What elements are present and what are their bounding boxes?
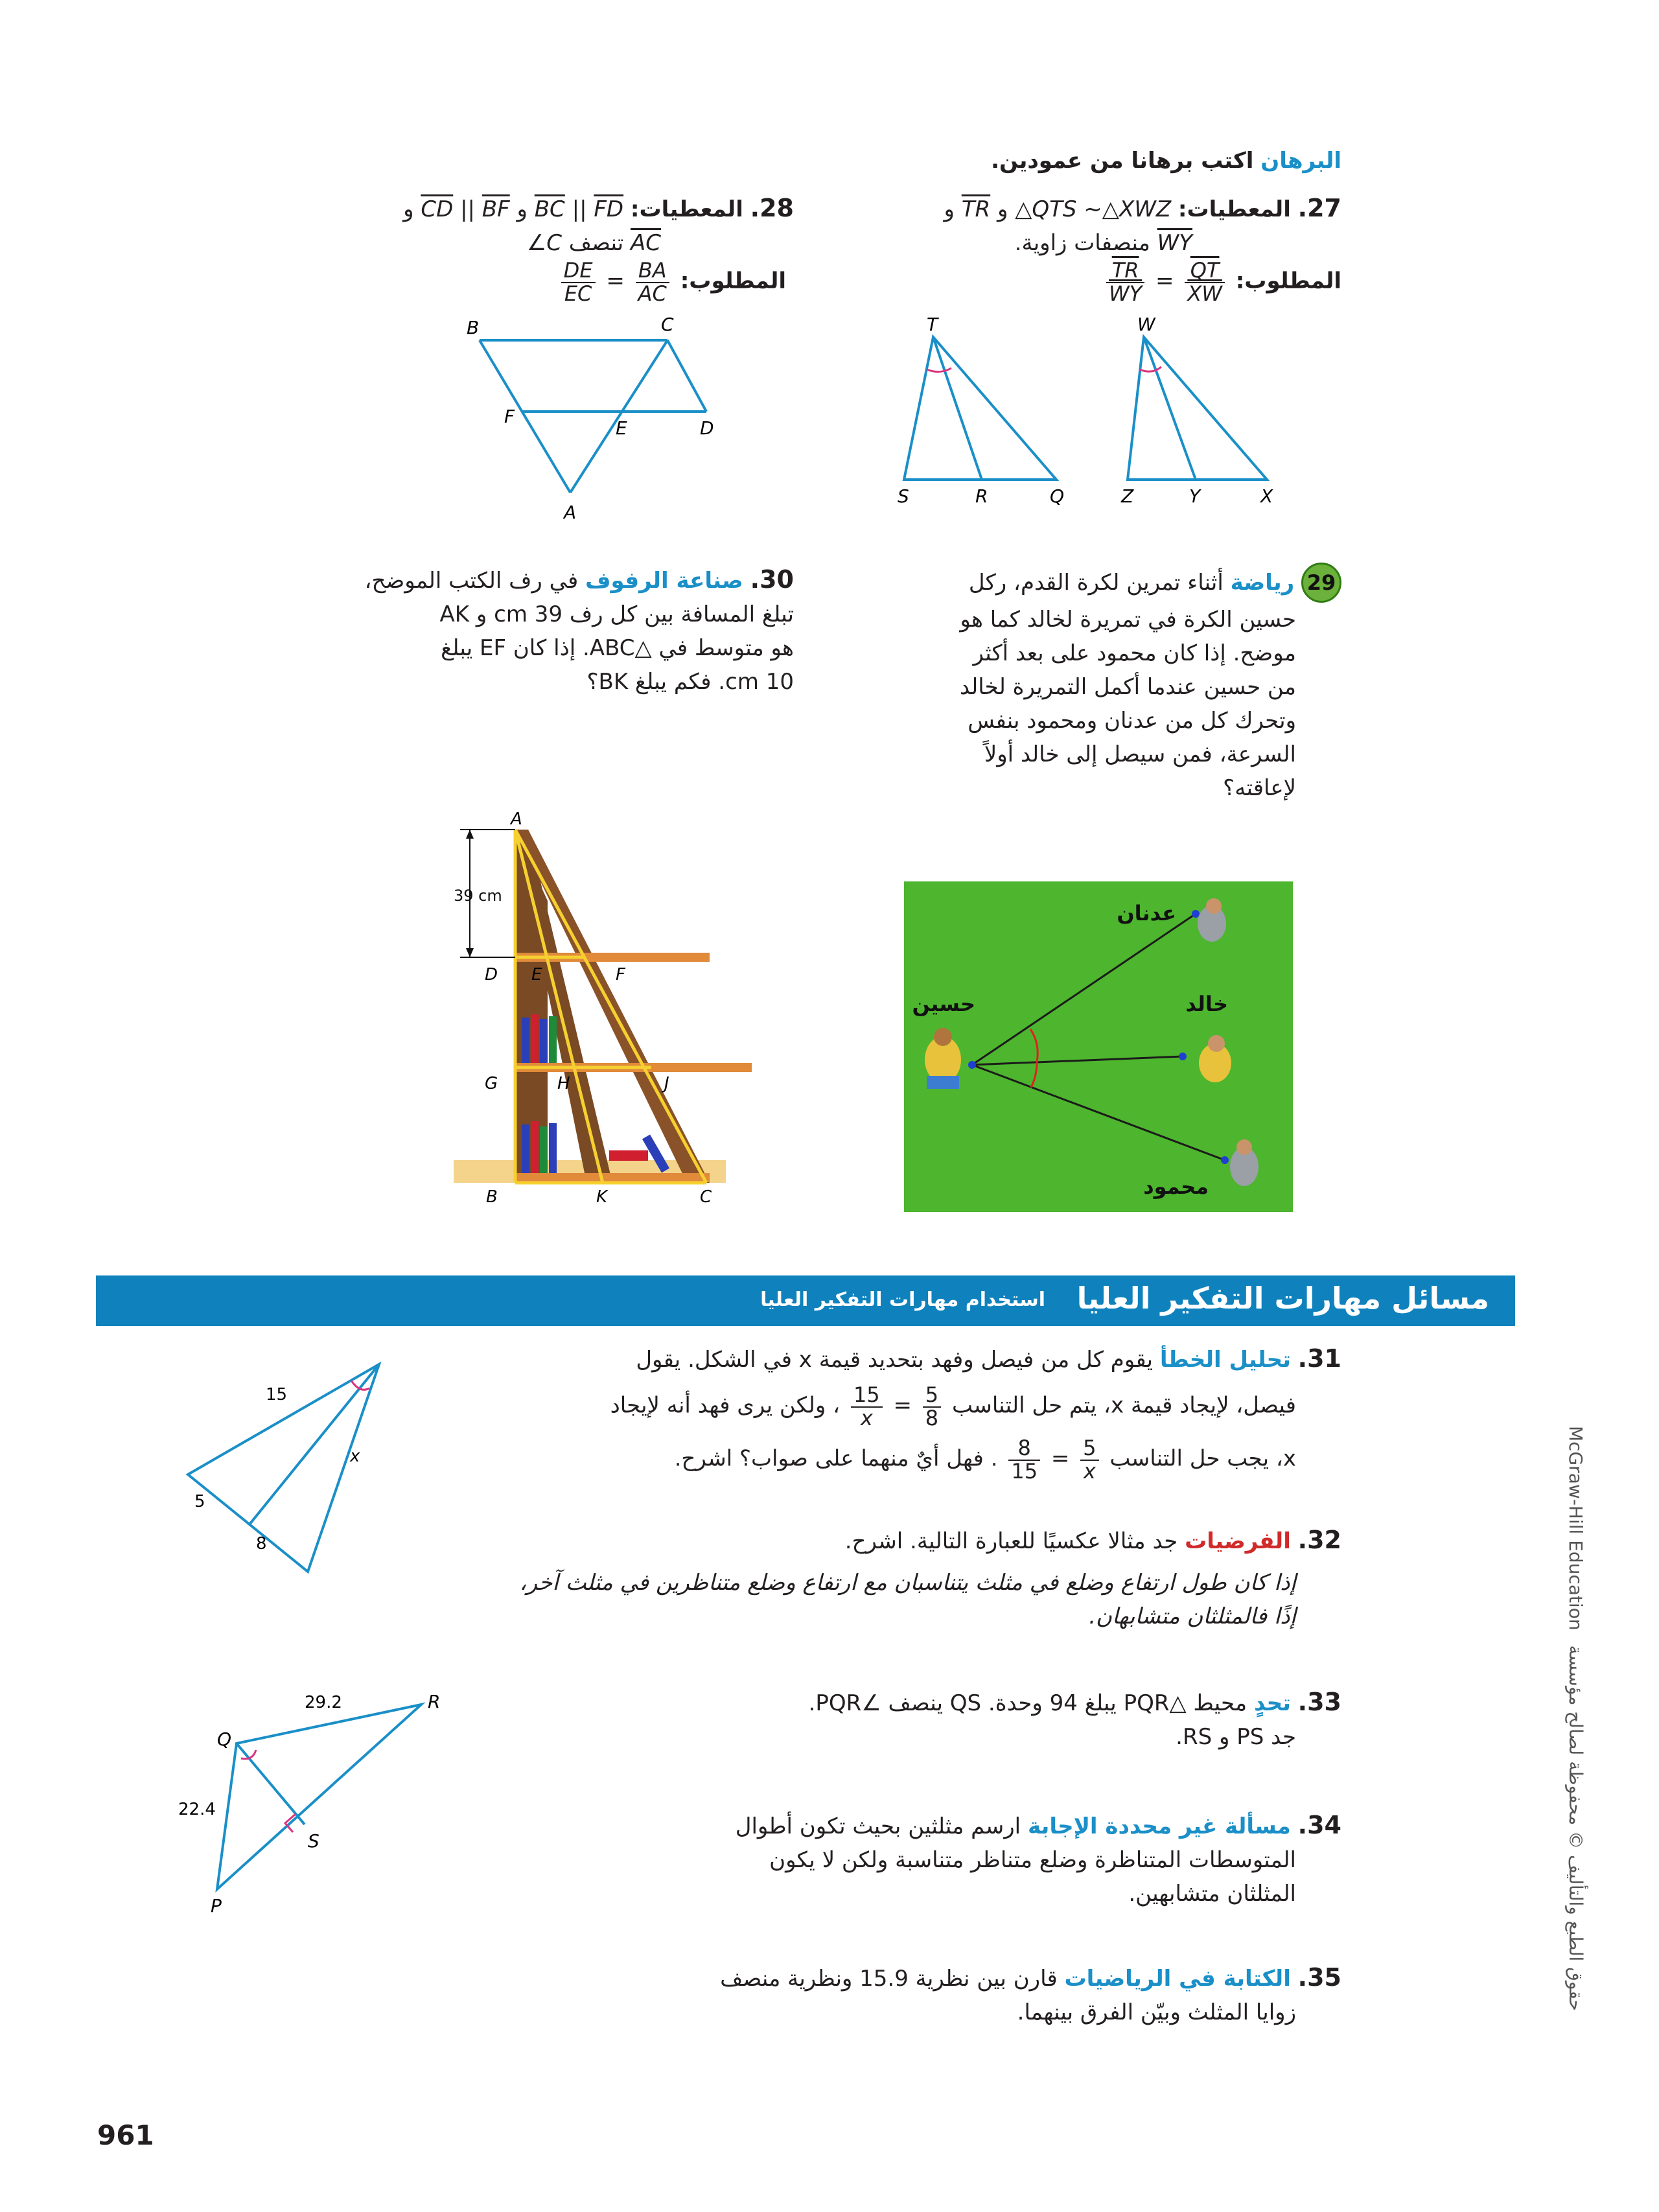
p27-frac1-top: $\overline{TR}$ — [1106, 260, 1144, 283]
p29-soccer-figure — [904, 881, 1293, 1212]
p31-text-1: يقوم كل من فيصل وفهد بتحديد قيمة x في الشكل. يقول — [636, 1347, 1154, 1373]
p30-text-2: تبلغ المسافة بين كل رف 39 cm و AK — [439, 601, 794, 627]
p27-frac2-top: $\overline{QT}$ — [1185, 260, 1225, 283]
p27-frac2-bot: XW — [1187, 281, 1222, 306]
p34-text-1: ارسم مثلثين بحيث تكون أطوال — [735, 1813, 1021, 1839]
p28-given-label: المعطيات: — [630, 196, 743, 222]
p30-keyword: صناعة الرفوف — [585, 568, 743, 594]
name-hussein: حسين — [912, 992, 975, 1016]
name-khaled: خالد — [1185, 992, 1228, 1016]
label-w: W — [1137, 318, 1155, 335]
label-y: Y — [1189, 485, 1201, 507]
banner-title: مسائل مهارات التفكير العليا — [1076, 1281, 1489, 1316]
problem-30 — [301, 563, 794, 699]
p31-frac-b: $\frac{5}{8}$ — [923, 1384, 941, 1428]
side-text-publisher: McGraw-Hill Education — [1565, 1426, 1586, 1631]
p27-number: 27. — [1297, 194, 1341, 222]
p28-prove-label: المطلوب: — [680, 268, 786, 294]
label-x: X — [1260, 485, 1273, 507]
p28-bisects: تنصف — [568, 230, 624, 256]
point-mahmoud — [1221, 1156, 1229, 1164]
p31-proportion-1: $\frac{15}{x}$ = $\frac{5}{8}$ — [847, 1384, 945, 1428]
label-22-4: 22.4 — [178, 1800, 216, 1819]
p33-text-2: جد PS و RS. — [1176, 1724, 1296, 1750]
point-hussein — [968, 1061, 976, 1069]
p33-line-1 — [693, 1685, 1341, 1720]
p32-text-3: إذًا فالمثلثان متشابهان. — [1089, 1603, 1296, 1629]
point-khaled — [1179, 1053, 1187, 1060]
p33-keyword: تحدٍ — [1253, 1690, 1291, 1716]
label-r: R — [428, 1691, 441, 1712]
p27-frac-2 — [1185, 260, 1225, 304]
label-a: A — [564, 502, 577, 523]
p31-text-3b: . فهل أيٌ منهما على صواب؟ اشرح. — [674, 1445, 998, 1472]
label-d: D — [700, 417, 714, 439]
shelf-3 — [515, 1173, 710, 1182]
p31-line-3 — [531, 1438, 1341, 1482]
p34-number: 34. — [1297, 1811, 1341, 1839]
p29-text-2: حسين الكرة في تمريرة لخالد كما هو — [960, 607, 1296, 633]
p28-frac2-bot: AC — [638, 281, 667, 306]
p28-eq: = — [606, 268, 625, 294]
p35-text-2: زوايا المثلث وبيّن الفرق بينهما. — [1017, 1999, 1296, 2025]
p32-number: 32. — [1297, 1526, 1341, 1554]
p32-line-1 — [240, 1523, 1341, 1558]
problem-34 — [693, 1808, 1341, 1911]
p28-figure — [454, 311, 752, 531]
label-s: S — [308, 1830, 319, 1852]
triangle-qts — [904, 337, 1056, 480]
problem-32 — [240, 1523, 1341, 1633]
p31-text-2a: فيصل، لإيجاد قيمة x، يتم حل التناسب — [951, 1392, 1296, 1419]
problem-28 — [301, 191, 794, 304]
p29-text-7: لإعاقته؟ — [1223, 775, 1296, 801]
label-g: G — [485, 1074, 498, 1093]
p28-frac-1 — [561, 260, 596, 304]
p28-number: 28. — [750, 194, 794, 222]
label-c: C — [700, 1187, 712, 1207]
p27-seg-wy: $\overline{WY}$ — [1157, 230, 1192, 256]
problem-31 — [531, 1342, 1341, 1482]
p28-given-line-2 — [301, 226, 794, 260]
label-h: H — [557, 1074, 570, 1093]
label-k: K — [596, 1187, 608, 1207]
label-s: S — [898, 485, 909, 507]
p35-line-1 — [693, 1961, 1341, 1996]
p30-text-4: 10 cm. فكم يبلغ BK؟ — [586, 669, 794, 695]
page-number: 961 — [97, 2119, 154, 2151]
p27-and-2: و — [944, 196, 955, 222]
label-t: T — [927, 318, 938, 335]
p29-line-1 — [888, 563, 1341, 603]
fig-label-5: 5 — [194, 1492, 205, 1511]
p28-prove-line — [301, 260, 794, 304]
seg-cd — [667, 340, 706, 412]
p27-and: و — [997, 196, 1008, 222]
fig-label-15: 15 — [266, 1385, 288, 1404]
p29-text-6: السرعة، فمن سيصل إلى خالد أولاً — [984, 741, 1296, 767]
angle-mark-w — [1139, 367, 1161, 371]
p30-line-1 — [301, 563, 794, 598]
p27-given-rest: منصفات زاوية. — [1014, 230, 1150, 256]
p31-text-3a: x، يجب حل التناسب — [1109, 1445, 1296, 1472]
p31-frac-d: $\frac{5}{x}$ — [1080, 1438, 1098, 1482]
p29-text-4: من حسين عندما أكمل التمريرة لخالد — [959, 674, 1296, 700]
p34-text-3: المثلثان متشابهين. — [1128, 1881, 1296, 1907]
fig-label-8: 8 — [256, 1534, 267, 1554]
p29-number-badge: 29 — [1301, 563, 1341, 603]
p32-text-2: إذا كان طول ارتفاع وضلع في مثلث يتناسبان مع ارتفاع وضلع متناظرين في مثلث آخر، — [519, 1570, 1296, 1596]
p31-keyword: تحليل الخطأ — [1159, 1347, 1291, 1373]
side-text-rights: حقوق الطبع والتأليف © محفوظة لصالح مؤسسة — [1565, 1645, 1586, 2011]
p30-text-3: هو متوسط في △ABC. إذا كان EF يبلغ — [441, 635, 794, 661]
p28-frac2-top: BA — [636, 260, 669, 283]
p31-text-2b: ، ولكن يرى فهد أنه لإيجاد — [610, 1392, 841, 1419]
bisector-tr — [933, 337, 982, 480]
p28-frac1-bot: EC — [564, 281, 592, 306]
problem-35 — [693, 1961, 1341, 2029]
p30-text-1: في رف الكتب الموضح، — [364, 568, 579, 594]
p32-keyword: الفرضيات — [1185, 1528, 1291, 1554]
p28-seg-ac: $\overline{AC}$ — [631, 230, 661, 256]
p27-given-label: المعطيات: — [1178, 196, 1291, 222]
proof-label: البرهان — [1260, 148, 1341, 174]
p29-text-1: أثناء تمرين لكرة القدم، ركل — [968, 570, 1224, 596]
p33-text-1: محيط △PQR يبلغ 94 وحدة. QS ينصف ∠PQR. — [808, 1690, 1247, 1716]
p28-given-line — [301, 191, 794, 226]
p28-frac-2 — [636, 260, 669, 304]
hots-banner — [96, 1275, 1515, 1326]
p33-number: 33. — [1297, 1688, 1341, 1716]
label-b: B — [467, 317, 480, 338]
label-c: C — [661, 314, 674, 335]
p29-text-5: وتحرك كل من عدنان ومحمود بنفس — [968, 708, 1296, 734]
label-j: J — [664, 1074, 669, 1093]
dimension-label: 39 cm — [454, 887, 502, 905]
p28-given-math-2: $\overline{CD}$ || $\overline{BF}$ — [421, 196, 510, 222]
p28-proportion — [557, 260, 673, 304]
label-e: E — [531, 965, 542, 984]
label-r: R — [975, 485, 988, 507]
p29-text-3: موضح. إذا كان محمود على بعد أكثر — [973, 640, 1296, 666]
p30-number: 30. — [750, 565, 794, 594]
p32-text-1: جد مثالا عكسيًا للعبارة التالية. اشرح. — [844, 1528, 1178, 1554]
copyright-side-text — [1555, 1426, 1594, 2106]
p27-eq: = — [1155, 268, 1174, 294]
banner-subtitle: استخدام مهارات التفكير العليا — [760, 1288, 1045, 1311]
problem-33 — [693, 1685, 1341, 1754]
bisector-wy — [1144, 337, 1196, 480]
bisector-qs — [237, 1743, 305, 1824]
p31-frac-a: $\frac{15}{x}$ — [851, 1384, 883, 1428]
p31-frac-c: $\frac{8}{15}$ — [1008, 1438, 1040, 1482]
seg-ba — [480, 340, 570, 493]
p29-keyword: رياضة — [1230, 570, 1295, 596]
p27-prove-label: المطلوب: — [1235, 268, 1341, 294]
fig-label-x: x — [350, 1447, 360, 1466]
dimension-arrow-top — [466, 830, 474, 839]
label-a: A — [511, 810, 522, 829]
p28-and-2: و — [403, 196, 414, 222]
p28-frac1-top: DE — [561, 260, 596, 283]
label-p: P — [211, 1895, 222, 1916]
p31-proportion-2: $\frac{8}{15}$ = $\frac{5}{x}$ — [1004, 1438, 1102, 1482]
label-q: Q — [1050, 485, 1065, 507]
label-f: F — [616, 965, 625, 984]
label-b: B — [486, 1187, 498, 1207]
p27-triangles-figure — [894, 318, 1296, 512]
dimension-arrow-bottom — [466, 948, 474, 957]
p27-proportion — [1102, 260, 1229, 304]
p28-and: و — [516, 196, 528, 222]
p34-keyword: مسألة غير محددة الإجابة — [1027, 1813, 1291, 1839]
label-z: Z — [1121, 485, 1134, 507]
label-q: Q — [217, 1729, 232, 1750]
label-29-2: 29.2 — [305, 1693, 342, 1712]
p33-figure — [168, 1688, 454, 1922]
p31-number: 31. — [1297, 1344, 1341, 1373]
problem-29 — [888, 563, 1341, 805]
p29-body — [888, 603, 1341, 805]
p35-keyword: الكتابة في الرياضيات — [1064, 1966, 1291, 1992]
p31-line-1 — [531, 1342, 1341, 1377]
label-e: E — [616, 417, 627, 439]
p34-text-2: المتوسطات المتناظرة وضلع متناظر متناسبة ولكن لا يكون — [769, 1847, 1296, 1873]
point-adnan — [1192, 910, 1200, 918]
seg-ca — [570, 340, 667, 493]
angle-mark-t — [927, 368, 951, 372]
angle-mark — [351, 1380, 369, 1390]
proof-instruction: اكتب برهانا من عمودين. — [991, 148, 1254, 174]
p31-line-2 — [531, 1384, 1341, 1428]
triangle-pqr — [217, 1705, 421, 1889]
triangle-xwz — [1128, 337, 1267, 480]
p28-given-math: $\overline{BC}$ || $\overline{FD}$ — [534, 196, 624, 222]
label-d: D — [485, 965, 498, 984]
label-f: F — [504, 406, 515, 427]
p27-seg-tr: $\overline{TR}$ — [961, 196, 991, 222]
p28-angle-c: ∠C — [526, 230, 562, 256]
name-adnan: عدنان — [1117, 901, 1176, 926]
p30-bookshelf-figure — [441, 810, 752, 1212]
p35-number: 35. — [1297, 1963, 1341, 1992]
p34-line-1 — [693, 1808, 1341, 1843]
p35-text-1: قارن بين نظرية 15.9 ونظرية منصف — [720, 1966, 1058, 1992]
name-mahmoud: محمود — [1143, 1174, 1209, 1199]
proof-header — [758, 144, 1341, 178]
p27-frac1-bot: WY — [1109, 281, 1143, 306]
p27-given-math: △QTS ~△XWZ — [1015, 196, 1172, 222]
p27-frac-1 — [1106, 260, 1144, 304]
